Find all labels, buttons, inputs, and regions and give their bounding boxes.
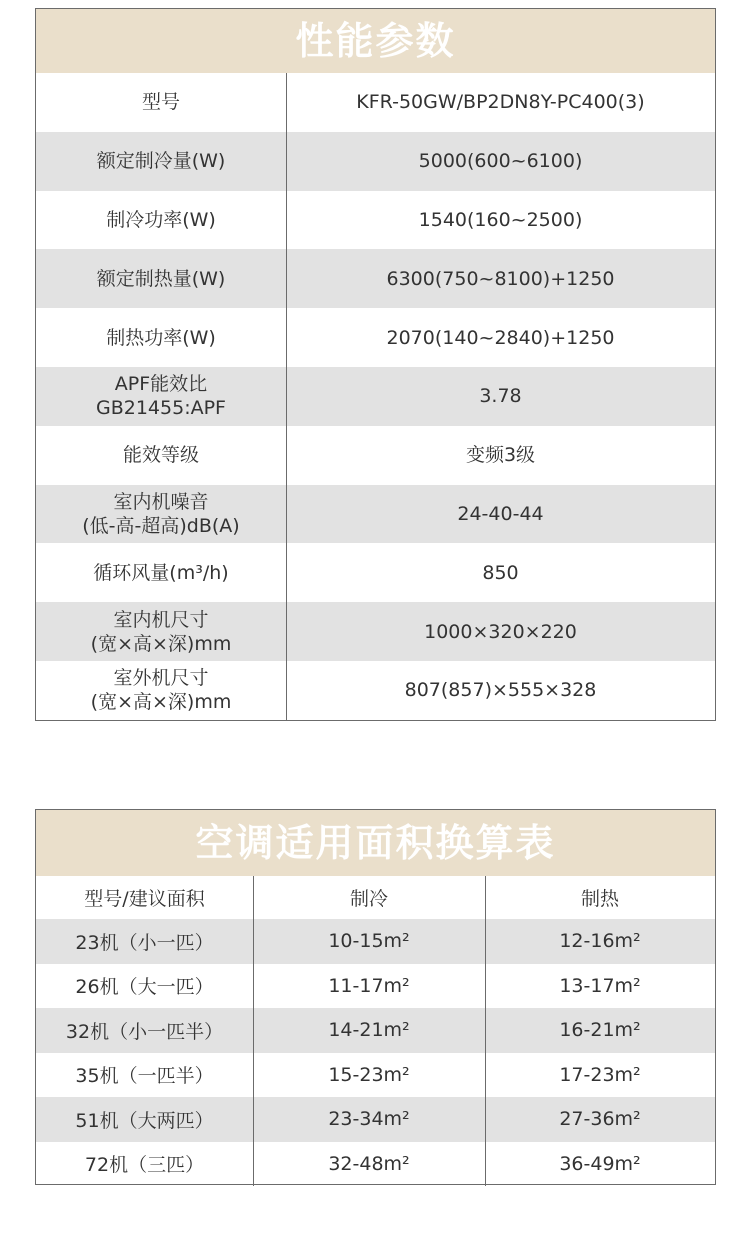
area-header-cell: 型号/建议面积 [84,888,205,910]
area-header-cell: 制热 [580,888,619,910]
spec-label [36,561,286,585]
spec-label-line: 能效等级 [122,444,199,467]
spec-value: 850 [482,561,519,584]
spec-label-line: (宽×高×深)mm [90,691,232,714]
spec-panel [35,8,716,721]
area-cell: 13-17m² [559,974,641,997]
spec-label-line: 室内机噪音 [113,490,209,513]
spec-label-line: 室外机尺寸 [113,667,209,690]
area-panel [35,809,716,1185]
spec-label [36,208,286,232]
spec-row [36,426,715,485]
spec-column-divider [286,73,287,720]
spec-row [36,485,715,544]
spec-value: 2070(140~2840)+1250 [386,326,615,349]
spec-value: 变频3级 [465,444,536,467]
spec-label-line: 额定制冷量(W) [96,150,226,173]
area-cell: 26机（大一匹） [75,976,214,999]
area-header-row [36,876,715,919]
area-row [36,1142,715,1187]
spec-label-line: 额定制热量(W) [96,267,226,290]
area-cell: 51机（大两匹） [75,1109,214,1132]
area-panel-title: 空调适用面积换算表 [36,810,715,876]
area-row [36,964,715,1009]
area-cell: 72机（三匹） [84,1154,205,1177]
area-cell: 14-21m² [328,1019,410,1042]
area-cell: 23-34m² [328,1108,410,1131]
spec-label [36,90,286,114]
spec-label-line: (低-高-超高)dB(A) [82,514,240,537]
area-cell: 12-16m² [559,930,641,953]
spec-label-line: 室内机尺寸 [113,608,209,631]
spec-row [36,602,715,661]
area-cell: 36-49m² [559,1152,641,1175]
area-cell: 11-17m² [328,974,410,997]
spec-value: 807(857)×555×328 [404,679,597,702]
area-cell: 16-21m² [559,1019,641,1042]
area-cell: 32-48m² [328,1152,410,1175]
area-cell: 32机（小一匹半） [65,1020,224,1043]
spec-value: 5000(600~6100) [418,150,583,173]
spec-panel-title: 性能参数 [36,9,715,73]
spec-label [36,267,286,291]
spec-label-line: GB21455:APF [96,397,226,420]
spec-row [36,191,715,250]
spec-label [36,666,286,714]
area-cell: 35机（一匹半） [75,1065,214,1088]
area-row [36,919,715,964]
spec-label-line: APF能效比 [114,373,208,396]
spec-value: 1000×320×220 [424,620,577,643]
spec-row [36,661,715,720]
spec-label-line: 循环风量(m³/h) [93,561,229,584]
area-column-divider [485,876,486,1186]
spec-label-line: (宽×高×深)mm [90,632,232,655]
area-cell: 17-23m² [559,1063,641,1086]
spec-label [36,608,286,656]
area-row [36,1053,715,1098]
spec-table [36,73,715,720]
spec-label [36,443,286,467]
spec-row [36,73,715,132]
spec-label-line: 型号 [141,91,180,114]
spec-label [36,326,286,350]
spec-row [36,249,715,308]
area-cell: 23机（小一匹） [75,931,214,954]
spec-label-line: 制冷功率(W) [106,208,216,231]
area-row [36,1008,715,1053]
area-cell: 27-36m² [559,1108,641,1131]
spec-value: 24-40-44 [457,502,544,525]
area-row [36,1097,715,1142]
area-cell: 15-23m² [328,1063,410,1086]
area-table [36,876,715,1186]
spec-label [36,372,286,420]
spec-row [36,543,715,602]
spec-label [36,149,286,173]
spec-row [36,367,715,426]
spec-label [36,490,286,538]
spec-value: 1540(160~2500) [418,208,583,231]
spec-value: KFR-50GW/BP2DN8Y-PC400(3) [356,91,645,114]
spec-row [36,308,715,367]
spec-row [36,132,715,191]
area-cell: 10-15m² [328,930,410,953]
spec-label-line: 制热功率(W) [106,326,216,349]
spec-value: 6300(750~8100)+1250 [386,267,615,290]
area-column-divider [253,876,254,1186]
spec-value: 3.78 [479,385,522,408]
area-header-cell: 制冷 [349,888,388,910]
